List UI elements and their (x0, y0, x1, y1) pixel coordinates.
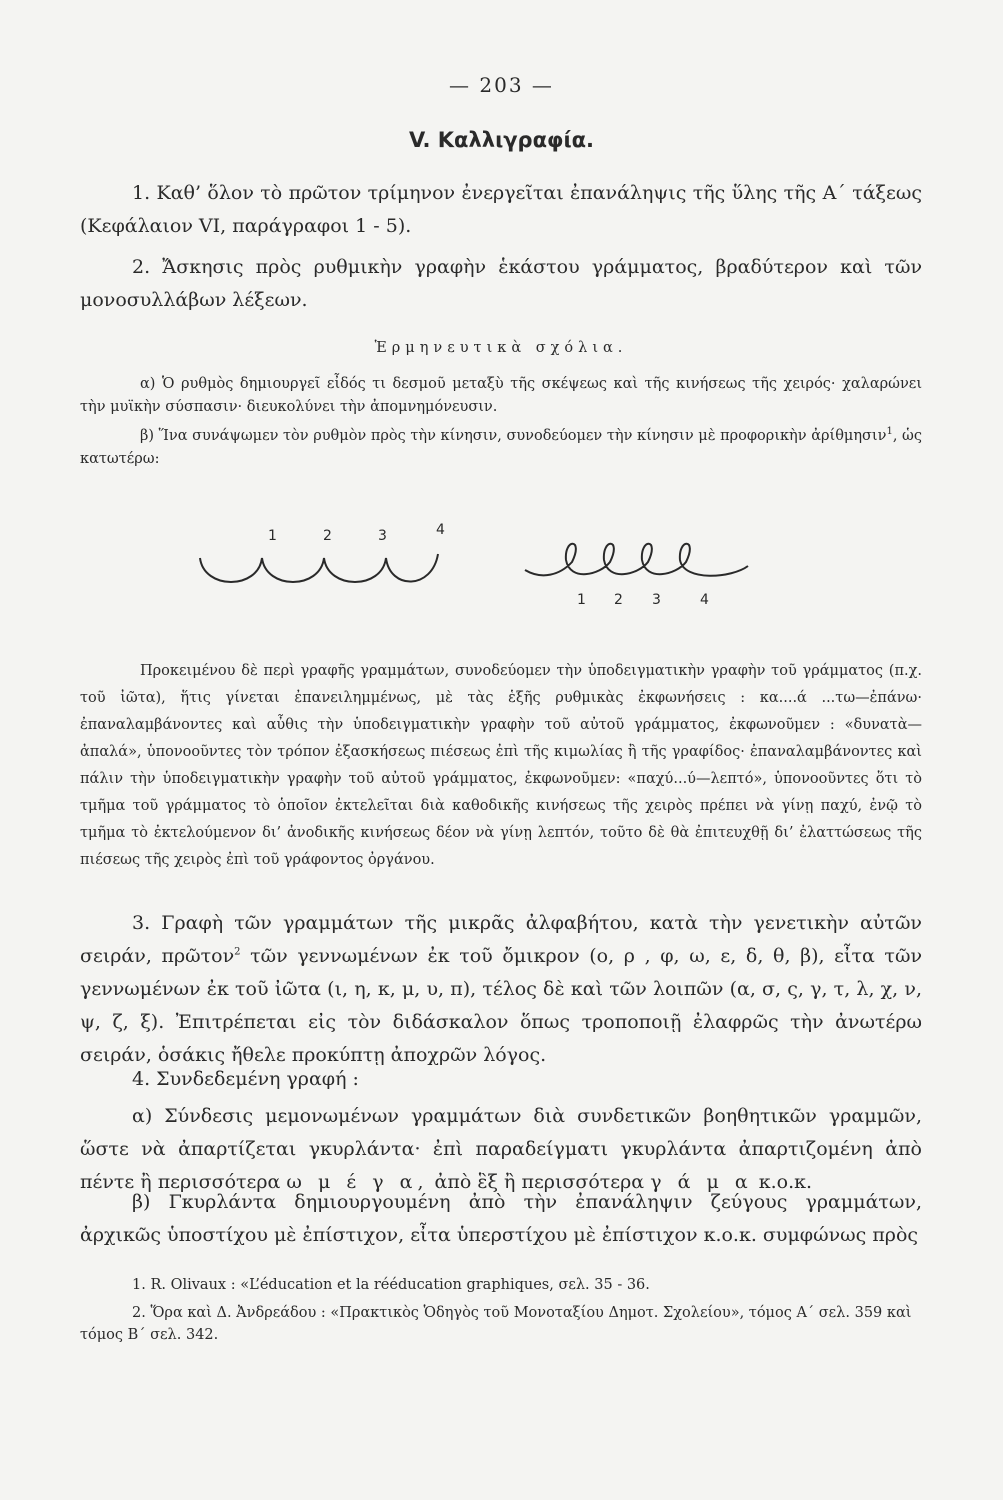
left-label-4: 4 (436, 522, 445, 538)
scholia-heading: Ἑρμηνευτικὰ σχόλια. (374, 340, 628, 356)
rhythm-figure (180, 520, 780, 620)
paragraph-3-end: τῶν γεννωμένων ἐκ τοῦ ὄμικρον (ο, ρ , φ, ω, ε, δ, θ, β), εἶτα τῶν γεννωμένων ἐκ τοῦ ἰῶτα (ι, η, κ, μ, υ, π), τέλος δὲ καὶ τῶν λοιπῶν (α, σ, ς, γ, τ, λ, χ, ν, ψ, ζ, ξ). Ἐπιτρέπεται εἰς τὸν διδάσκαλον ὅπως τροποποιῇ ἐλαφρῶς τὴν ἀνωτέρω σειράν, ὁσάκις ἤθελε προκύπτῃ ἀποχρῶν λόγος. (80, 945, 922, 1066)
paragraph-3-start: 3. Γραφὴ τῶν γραμμάτων τῆς μικρᾶς ἀλφαβήτου, κατὰ τὴν γενετικὴν αὐτῶν σειράν, πρῶτον (80, 912, 922, 967)
scholia-b (80, 425, 922, 471)
left-label-3: 3 (378, 528, 387, 544)
chapter-title: V. Καλλιγραφία. (408, 128, 595, 152)
paragraph-4a-end: κ.ο.κ. (752, 1171, 813, 1193)
right-label-3: 3 (652, 592, 661, 608)
left-label-2: 2 (323, 528, 332, 544)
paragraph-4a-mid: ἀπὸ ἓξ ἢ περισσότερα (428, 1171, 651, 1193)
right-label-4: 4 (700, 592, 709, 608)
omega-word: ω μ έ γ α, (286, 1171, 429, 1193)
scholia-b-text: β) Ἵνα συνάψωμεν τὸν ρυθμὸν πρὸς τὴν κίνησιν, συνοδεύομεν τὴν κίνησιν μὲ προφορικὴν ἀρίθμησιν (140, 428, 887, 444)
garland-loops (525, 544, 748, 576)
footnote-2: 2. Ὅρα καὶ Δ. Ἀνδρεάδου : «Πρακτικὸς Ὁδηγὸς τοῦ Μονοταξίου Δημοτ. Σχολείου», τόμος Α΄ σελ. 359 καὶ τόμος Β΄ σελ. 342. (80, 1305, 912, 1343)
gamma-word: γ ά μ α (650, 1171, 753, 1193)
paragraph-2: 2. Ἄσκησις πρὸς ρυθμικὴν γραφὴν ἑκάστου γράμματος, βραδύτερον καὶ τῶν μονοσυλλάβων λέξεων. (80, 256, 922, 311)
garland-cups (200, 554, 438, 582)
paragraph-4b: β) Γκυρλάντα δημιουργουμένη ἀπὸ τὴν ἐπανάληψιν ζεύγους γραμμάτων, ἀρχικῶς ὑποστίχου μὲ ἐπίστιχον, εἶτα ὑπερστίχου μὲ ἐπίστιχον κ.ο.κ. συμφώνως πρὸς (80, 1191, 922, 1246)
paragraph-1: 1. Καθ’ ὅλον τὸ πρῶτον τρίμηνον ἐνεργεῖται ἐπανάληψις τῆς ὕλης τῆς Α΄ τάξεως (Κεφάλαιον VI, παράγραφοι 1 - 5). (80, 182, 922, 237)
paragraph-3 (80, 907, 922, 1072)
paragraph-4: 4. Συνδεδεμένη γραφή : (132, 1068, 359, 1090)
scholia-a: α) Ὁ ρυθμὸς δημιουργεῖ εἶδός τι δεσμοῦ μεταξὺ τῆς σκέψεως καὶ τῆς κινήσεως τῆς χειρός· χαλαρώνει τὴν μυϊκὴν σύσπασιν· διευκολύνει τὴν ἀπομνημόνευσιν. (80, 376, 922, 415)
footnote-ref-1: 1 (886, 426, 893, 438)
example-paragraph: Προκειμένου δὲ περὶ γραφῆς γραμμάτων, συνοδεύομεν τὴν ὑποδειγματικὴν γραφὴν τοῦ γράμματος (π.χ. τοῦ ἰῶτα), ἥτις γίνεται ἐπανειλημμένως, μὲ τὰς ἑξῆς ρυθμικὰς ἐκφωνήσεις : κα....ά ...τω—ἐπάνω· ἐπαναλαμβάνοντες καὶ αὖθις τὴν ὑποδειγματικὴν γραφὴν τοῦ αὐτοῦ γράμματος, ἐκφωνοῦμεν : «δυνατὰ—ἀπαλά», ὑπονοοῦντες τὸν τρόπον ἐξασκήσεως πιέσεως ἐπὶ τῆς κιμωλίας ἢ τῆς γραφίδος· ἐπαναλαμβάνοντες καὶ πάλιν τὴν ὑποδειγματικὴν γραφὴν τοῦ αὐτοῦ γράμματος, ἐκφωνοῦμεν: «παχύ...ύ—λεπτό», ὑπονοοῦντες ὅτι τὸ τμῆμα τοῦ γράμματος τὸ ὁποῖον ἐκτελεῖται διὰ καθοδικῆς κινήσεως τῆς χειρὸς πρέπει νὰ γίνῃ παχύ, ἐνῷ τὸ τμῆμα τὸ ἐκτελούμενον δι’ ἀνοδικῆς κινήσεως δέον νὰ γίνῃ λεπτόν, τοῦτο δὲ θὰ ἐπιτευχθῇ δι’ ἐλαττώσεως τῆς πιέσεως τῆς χειρὸς ἐπὶ τοῦ γράφοντος ὀργάνου. (80, 663, 922, 868)
footnote-ref-2: 2 (234, 946, 241, 958)
footnote-1: 1. R. Olivaux : «L’éducation et la rééducation graphiques, σελ. 35 - 36. (132, 1277, 650, 1293)
left-label-1: 1 (268, 528, 277, 544)
right-label-2: 2 (614, 592, 623, 608)
right-label-1: 1 (577, 592, 586, 608)
right-garland (525, 544, 748, 576)
page-number: — 203 — (449, 73, 554, 97)
scholia-b-end: , ὡς κατωτέρω: (80, 428, 922, 467)
paragraph-4a (80, 1100, 922, 1199)
left-garland (200, 554, 438, 582)
paragraph-4a-start: α) Σύνδεσις μεμονωμένων γραμμάτων διὰ συνδετικῶν βοηθητικῶν γραμμῶν, ὥστε νὰ ἀπαρτίζεται γκυρλάντα· ἐπὶ παραδείγματι γκυρλάντα ἀπαρτιζομένη ἀπὸ πέντε ἢ περισσότερα (80, 1105, 922, 1193)
